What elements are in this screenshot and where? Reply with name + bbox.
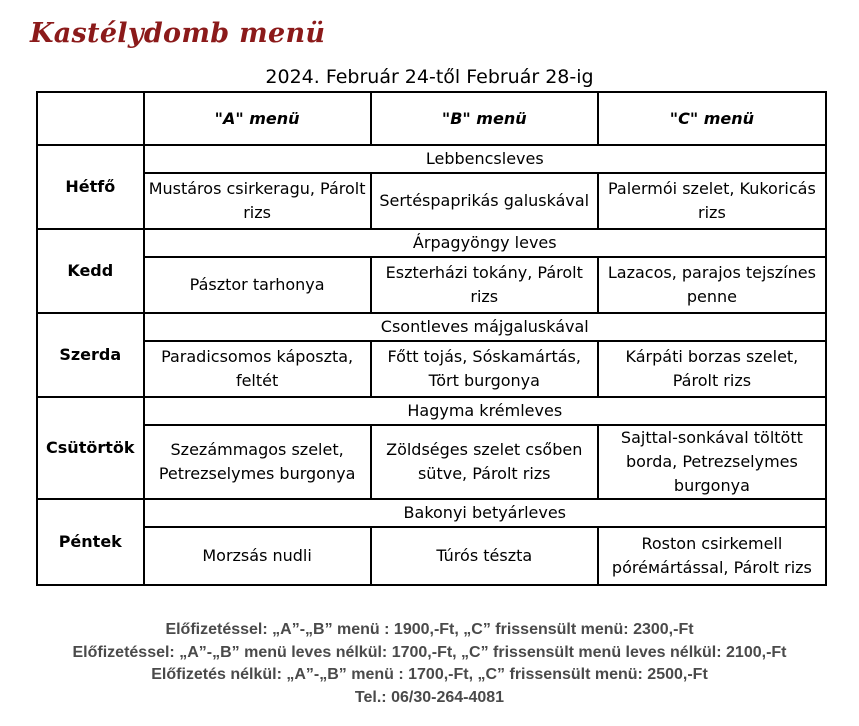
menu-table xyxy=(36,91,827,586)
soup-row-thursday xyxy=(37,397,826,425)
header-row xyxy=(37,92,826,145)
soup-row-tuesday xyxy=(37,229,826,257)
header-corner-cell xyxy=(37,92,144,145)
dish-c-monday: Palermói szelet, Kukoricás rizs xyxy=(598,173,826,229)
soup-wednesday: Csontleves májgaluskával xyxy=(144,313,826,341)
soup-friday: Bakonyi betyárleves xyxy=(144,499,826,527)
dish-c-wednesday: Kárpáti borzas szelet, Párolt rizs xyxy=(598,341,826,397)
soup-thursday: Hagyma krémleves xyxy=(144,397,826,425)
soup-monday: Lebbencsleves xyxy=(144,145,826,173)
price-footer xyxy=(0,619,859,709)
day-label-friday: Péntek xyxy=(37,499,144,585)
dish-a-wednesday: Paradicsomos káposzta, feltét xyxy=(144,341,371,397)
dish-row-wednesday xyxy=(37,341,826,397)
day-label-tuesday: Kedd xyxy=(37,229,144,313)
dish-row-thursday xyxy=(37,425,826,499)
header-menu-a: "A" menü xyxy=(144,92,371,145)
price-line-subscription-no-soup: Előfizetéssel: „A”-„B” menü leves nélkül: 1700,-Ft, „C” frissensült menü leves nélkül: 2100,-Ft xyxy=(72,643,787,661)
price-line-no-subscription: Előfizetés nélkül: „A”-„B” menü : 1700,-Ft, „C” frissensült menü: 2500,-Ft xyxy=(151,666,708,683)
date-range: 2024. Február 24-től Február 28-ig xyxy=(265,66,594,88)
soup-row-wednesday xyxy=(37,313,826,341)
dish-a-monday: Mustáros csirkeragu, Párolt rizs xyxy=(144,173,371,229)
phone-number: Tel.: 06/30-264-4081 xyxy=(354,688,505,706)
dish-row-tuesday xyxy=(37,257,826,313)
dish-c-thursday: Sajttal-sonkával töltött borda, Petrezselymes burgonya xyxy=(598,425,826,499)
soup-row-friday xyxy=(37,499,826,527)
day-label-wednesday: Szerda xyxy=(37,313,144,397)
price-line-subscription: Előfizetéssel: „A”-„B” menü : 1900,-Ft, „C” frissensült menü: 2300,-Ft xyxy=(165,621,694,638)
soup-row-monday xyxy=(37,145,826,173)
dish-c-tuesday: Lazacos, parajos tejszínes penne xyxy=(598,257,826,313)
header-menu-c: "C" menü xyxy=(598,92,826,145)
day-label-thursday: Csütörtök xyxy=(37,397,144,499)
soup-tuesday: Árpagyöngy leves xyxy=(144,229,826,257)
header-menu-b: "B" menü xyxy=(371,92,598,145)
dish-b-monday: Sertéspaprikás galuskával xyxy=(371,173,598,229)
day-label-monday: Hétfő xyxy=(37,145,144,229)
dish-row-friday xyxy=(37,527,826,585)
dish-c-friday: Roston csirkemell póréмártással, Párolt rizs xyxy=(598,527,826,585)
dish-b-tuesday: Eszterházi tokány, Párolt rizs xyxy=(371,257,598,313)
dish-b-friday: Túrós tészta xyxy=(371,527,598,585)
dish-a-friday: Morzsás nudli xyxy=(144,527,371,585)
dish-row-monday xyxy=(37,173,826,229)
dish-a-thursday: Szezámmagos szelet, Petrezselymes burgonya xyxy=(144,425,371,499)
dish-b-wednesday: Főtt tojás, Sóskamártás, Tört burgonya xyxy=(371,341,598,397)
page-title: Kastélydomb menü xyxy=(30,18,326,49)
dish-b-thursday: Zöldséges szelet csőben sütve, Párolt rizs xyxy=(371,425,598,499)
dish-a-tuesday: Pásztor tarhonya xyxy=(144,257,371,313)
